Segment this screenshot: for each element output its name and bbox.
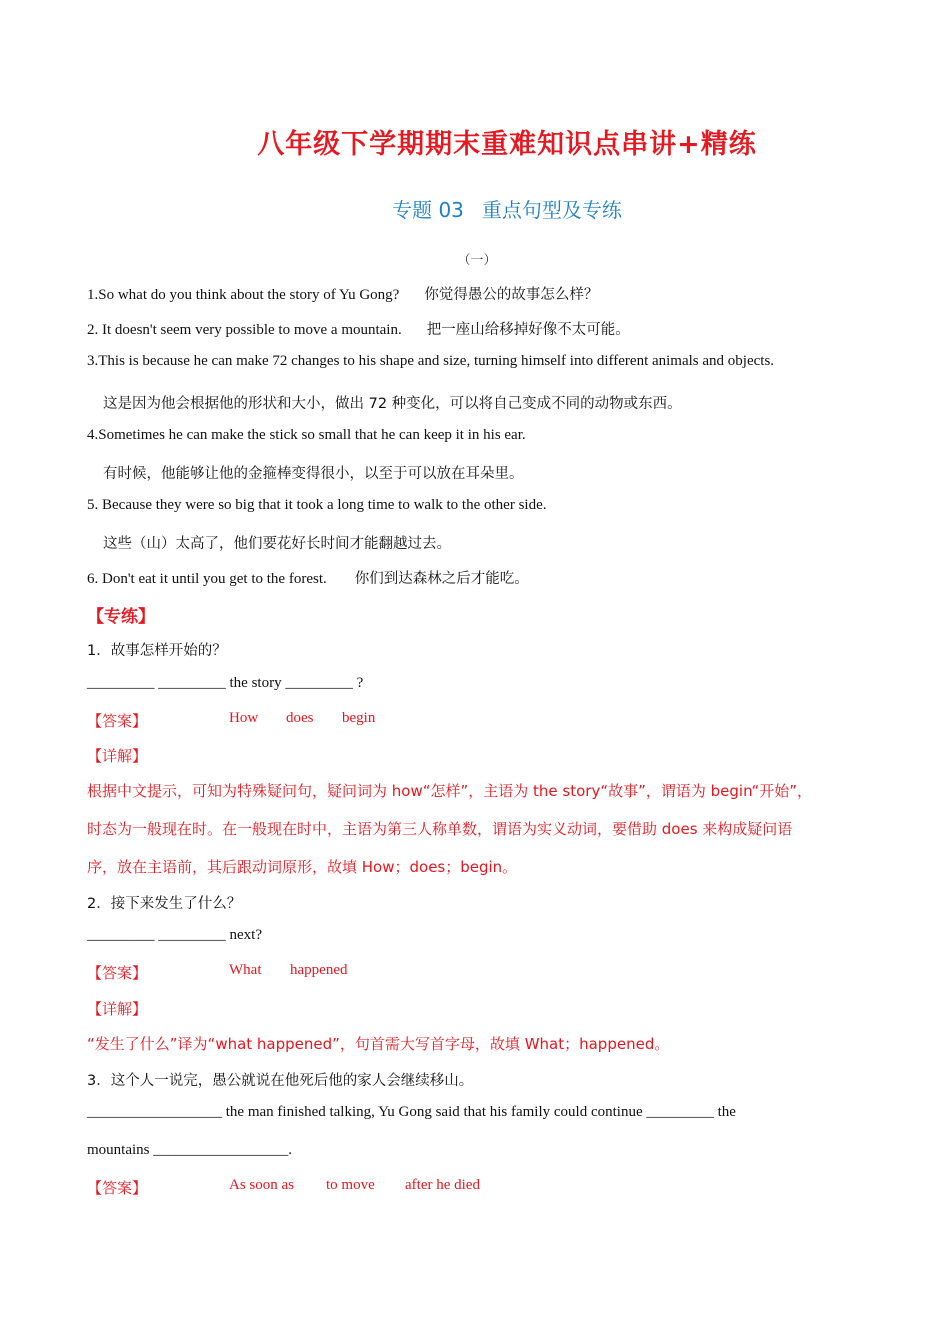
answer-tag: 【答案】: [87, 712, 148, 730]
sentence-1: [87, 283, 598, 304]
sentence-cn: 把一座山给移掉好像不太可能。: [426, 322, 630, 338]
sentence-3-cn: 这是因为他会根据他的形状和大小，做出 72 种变化，可以将自己变成不同的动物或东西。: [103, 396, 682, 412]
question-3-blanks: __________________ the man finished talking, Yu Gong said that his family could continue _________ the: [87, 1104, 736, 1120]
section-label: （一）: [457, 253, 497, 268]
answer-value: happened: [290, 962, 348, 978]
answer-value: to move: [326, 1177, 375, 1193]
question-3-prompt: 3．这个人一说完，愚公就说在他死后他的家人会继续移山。: [87, 1073, 474, 1089]
topic-number: 专题 03: [392, 198, 464, 222]
sentence-5: [87, 497, 546, 514]
sentence-5-cn: 这些（山）太高了，他们要花好长时间才能翻越过去。: [103, 536, 451, 552]
question-3-blanks-cont: mountains __________________.: [87, 1142, 292, 1158]
sentence-4-cn: 有时候，他能够让他的金箍棒变得很小，以至于可以放在耳朵里。: [103, 466, 524, 482]
sentence-2: [87, 318, 630, 339]
topic-title: 重点句型及专练: [481, 198, 622, 222]
sentence-en: 6. Don't eat it until you get to the forest.: [87, 571, 327, 587]
page-title: 八年级下学期期末重难知识点串讲+精练: [257, 129, 757, 160]
question-2-prompt: 2．接下来发生了什么？: [87, 896, 242, 912]
sentence-en: 1.So what do you think about the story of Yu Gong?: [87, 287, 400, 303]
sentence-en: 2. It doesn't seem very possible to move a mountain.: [87, 322, 402, 338]
sentence-cn: 你觉得愚公的故事怎么样？: [424, 287, 599, 303]
detail-text: 时态为一般现在时。在一般现在时中，主语为第三人称单数，谓语为实义动词，要借助 does 来构成疑问语: [87, 820, 793, 838]
question-1-blanks: _________ _________ the story _________ ?: [87, 675, 364, 691]
page-subtitle: [32, 194, 950, 223]
answer-value: begin: [342, 710, 376, 726]
sentence-4: [87, 427, 526, 444]
question-2-blanks: _________ _________ next?: [87, 927, 262, 943]
detail-tag: 【详解】: [87, 747, 148, 765]
sentence-3: [87, 353, 774, 370]
answer-tag: 【答案】: [87, 1179, 148, 1197]
detail-text: 根据中文提示，可知为特殊疑问句，疑问词为 how“怎样”，主语为 the story“故事”，谓语为 begin“开始”，: [87, 782, 813, 800]
answer-value: As soon as: [229, 1177, 295, 1193]
question-1-prompt: 1．故事怎样开始的？: [87, 643, 227, 659]
answer-value: What: [229, 962, 262, 978]
sentence-cn: 你们到达森林之后才能吃。: [354, 571, 529, 587]
detail-tag: 【详解】: [87, 1000, 148, 1018]
answer-value: after he died: [405, 1177, 480, 1193]
sentence-en: 3.This is because he can make 72 changes to his shape and size, turning himself into different animals and objects.: [87, 353, 775, 369]
sentence-en: 4.Sometimes he can make the stick so small that he can keep it in his ear.: [87, 427, 526, 443]
practice-heading: 【专练】: [87, 607, 155, 627]
answer-value: does: [286, 710, 314, 726]
answer-tag: 【答案】: [87, 964, 148, 982]
detail-text: “发生了什么”译为“what happened”，句首需大写首字母，故填 What；happened。: [87, 1035, 670, 1053]
answer-value: How: [229, 710, 259, 726]
sentence-en: 5. Because they were so big that it took a long time to walk to the other side.: [87, 497, 547, 513]
detail-text: 序，放在主语前，其后跟动词原形，故填 How；does；begin。: [87, 858, 518, 876]
sentence-6: [87, 567, 529, 588]
